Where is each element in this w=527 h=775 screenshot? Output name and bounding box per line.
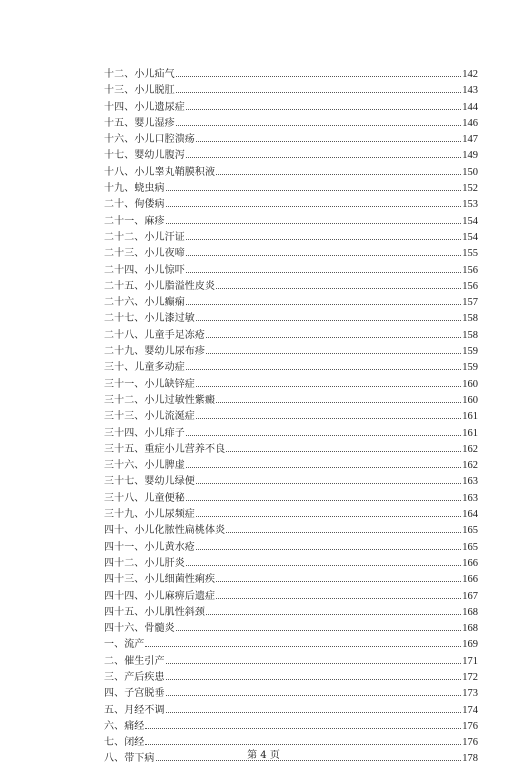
- toc-entry-number: 三、: [104, 671, 125, 683]
- toc-entry-page-number: 163: [462, 492, 478, 504]
- toc-entry-page-number: 166: [462, 557, 478, 569]
- toc-entry-title: 月经不调: [124, 704, 165, 716]
- toc-entry-title: 儿童多动症: [134, 362, 185, 374]
- toc-entry[interactable]: [104, 116, 478, 132]
- toc-entry[interactable]: [104, 246, 478, 262]
- toc-entry-number: 四十四、: [104, 590, 145, 602]
- toc-dot-leader: [186, 500, 461, 501]
- toc-entry-title: 小儿睾丸鞘膜积液: [134, 166, 216, 178]
- toc-entry-page-number: 149: [462, 150, 478, 162]
- toc-entry-page-number: 161: [462, 411, 478, 423]
- toc-entry-title: 痛经: [124, 720, 145, 732]
- toc-dot-leader: [196, 483, 461, 484]
- toc-entry-title: 小儿麻痹后遗症: [144, 590, 216, 602]
- toc-entry-title: 流产: [124, 639, 145, 651]
- toc-dot-leader: [216, 174, 461, 175]
- toc-dot-leader: [196, 386, 461, 387]
- toc-entry-title: 儿童便秘: [144, 492, 185, 504]
- toc-dot-leader: [186, 467, 461, 468]
- toc-dot-leader: [216, 581, 461, 582]
- toc-entry[interactable]: [104, 132, 478, 148]
- toc-entry[interactable]: [104, 409, 478, 425]
- toc-entry-number: 一、: [104, 639, 125, 651]
- toc-entry-page-number: 144: [462, 101, 478, 113]
- toc-dot-leader: [196, 418, 461, 419]
- toc-entry-page-number: 143: [462, 85, 478, 97]
- toc-dot-leader: [186, 435, 461, 436]
- toc-entry-number: 六、: [104, 720, 125, 732]
- toc-entry-number: 四十六、: [104, 623, 145, 635]
- toc-dot-leader: [176, 92, 462, 93]
- toc-entry-number: 二十四、: [104, 264, 145, 276]
- toc-dot-leader: [166, 206, 462, 207]
- toc-entry-title: 小儿黄水疮: [144, 541, 195, 553]
- toc-entry[interactable]: [104, 458, 478, 474]
- toc-entry[interactable]: [104, 637, 478, 653]
- toc-dot-leader: [176, 76, 462, 77]
- toc-entry-title: 小儿漆过敏: [144, 313, 195, 325]
- toc-entry-number: 二、: [104, 655, 125, 667]
- toc-entry-number: 十七、: [104, 150, 135, 162]
- toc-entry-title: 产后疾患: [124, 671, 165, 683]
- toc-entry-title: 小儿肝炎: [144, 557, 185, 569]
- toc-entry[interactable]: [104, 621, 478, 637]
- toc-entry-title: 佝偻病: [134, 199, 165, 211]
- toc-entry-page-number: 154: [462, 231, 478, 243]
- toc-entry[interactable]: [104, 344, 478, 360]
- toc-entry[interactable]: [104, 556, 478, 572]
- toc-entry-number: 十六、: [104, 134, 135, 146]
- toc-entry-page-number: 168: [462, 606, 478, 618]
- toc-entry-title: 婴幼儿腹泻: [134, 150, 185, 162]
- toc-entry-title: 小儿汗证: [144, 231, 185, 243]
- toc-entry-page-number: 162: [462, 460, 478, 472]
- toc-entry-page-number: 163: [462, 476, 478, 488]
- toc-entry-number: 二十、: [104, 199, 135, 211]
- toc-entry-title: 婴幼儿尿布疹: [144, 346, 206, 358]
- toc-entry-page-number: 160: [462, 378, 478, 390]
- toc-entry-title: 小儿流涎症: [144, 411, 195, 423]
- toc-entry-page-number: 153: [462, 199, 478, 211]
- toc-entry-page-number: 167: [462, 590, 478, 602]
- toc-entry-page-number: 171: [462, 655, 478, 667]
- toc-dot-leader: [206, 614, 461, 615]
- toc-entry-title: 闭经: [124, 737, 145, 749]
- toc-entry-title: 重症小儿营养不良: [144, 443, 226, 455]
- toc-entry-title: 婴儿湿疹: [134, 117, 175, 129]
- toc-entry-page-number: 158: [462, 329, 478, 341]
- toc-entry-page-number: 155: [462, 248, 478, 260]
- toc-entry-number: 五、: [104, 704, 125, 716]
- toc-entry[interactable]: [104, 572, 478, 588]
- toc-entry[interactable]: [104, 230, 478, 246]
- toc-entry-number: 八、: [104, 753, 125, 765]
- toc-entry-number: 二十一、: [104, 215, 145, 227]
- toc-entry-page-number: 162: [462, 443, 478, 455]
- toc-entry-number: 十二、: [104, 69, 135, 80]
- toc-entry-title: 小儿脂溢性皮炎: [144, 280, 216, 292]
- toc-dot-leader: [216, 598, 461, 599]
- toc-entry[interactable]: [104, 523, 478, 539]
- toc-entry-number: 二十二、: [104, 231, 145, 243]
- toc-entry[interactable]: [104, 148, 478, 164]
- toc-dot-leader: [226, 532, 461, 533]
- toc-entry-page-number: 176: [462, 720, 478, 732]
- toc-entry-title: 小儿过敏性紫癜: [144, 394, 216, 406]
- toc-entry-title: 小儿脱肛: [134, 85, 175, 97]
- toc-entry-page-number: 160: [462, 394, 478, 406]
- toc-entry-page-number: 157: [462, 297, 478, 309]
- toc-entry-number: 十三、: [104, 85, 135, 97]
- toc-entry[interactable]: [104, 670, 478, 686]
- toc-dot-leader: [186, 272, 461, 273]
- toc-entry-page-number: 161: [462, 427, 478, 439]
- toc-entry-number: 三十二、: [104, 394, 145, 406]
- toc-entry[interactable]: [104, 360, 478, 376]
- toc-entry-number: 二十三、: [104, 248, 145, 260]
- toc-entry[interactable]: [104, 377, 478, 393]
- page-footer: 第 4 页: [247, 750, 280, 761]
- toc-dot-leader: [196, 320, 461, 321]
- toc-entry-page-number: 174: [462, 704, 478, 716]
- toc-entry[interactable]: [104, 442, 478, 458]
- toc-dot-leader: [186, 109, 461, 110]
- toc-entry-number: 三十四、: [104, 427, 145, 439]
- toc-entry-title: 小儿痱子: [144, 427, 185, 439]
- toc-entry[interactable]: [104, 605, 478, 621]
- toc-entry-title: 催生引产: [124, 655, 165, 667]
- toc-entry-number: 四十、: [104, 525, 135, 537]
- toc-entry-page-number: 176: [462, 737, 478, 749]
- toc-dot-leader: [186, 157, 461, 158]
- toc-entry-title: 小儿脾虚: [144, 460, 185, 472]
- toc-entry-number: 三十、: [104, 362, 135, 374]
- toc-entry-number: 十四、: [104, 101, 135, 113]
- toc-entry-title: 婴幼儿绿便: [144, 476, 195, 488]
- toc-entry-title: 小儿口腔溃疡: [134, 134, 195, 146]
- toc-entry-title: 小儿惊吓: [144, 264, 185, 276]
- toc-entry-number: 二十九、: [104, 346, 145, 358]
- toc-entry-title: 麻疹: [144, 215, 165, 227]
- toc-entry[interactable]: [104, 263, 478, 279]
- toc-entry-page-number: 147: [462, 134, 478, 146]
- toc-entry-page-number: 173: [462, 688, 478, 700]
- toc-entry-number: 四十二、: [104, 557, 145, 569]
- toc-entry-number: 十八、: [104, 166, 135, 178]
- toc-entry[interactable]: [104, 214, 478, 230]
- toc-dot-leader: [166, 712, 462, 713]
- toc-entry-page-number: 154: [462, 215, 478, 227]
- toc-dot-leader: [196, 516, 461, 517]
- toc-dot-leader: [226, 451, 461, 452]
- toc-entry[interactable]: [104, 393, 478, 409]
- toc-entry[interactable]: [104, 686, 478, 702]
- toc-entry-page-number: 165: [462, 541, 478, 553]
- toc-entry-page-number: 146: [462, 117, 478, 129]
- toc-entry-number: 四十五、: [104, 606, 145, 618]
- toc-dot-leader: [166, 663, 462, 664]
- toc-entry-number: 十九、: [104, 183, 135, 195]
- toc-dot-leader: [186, 239, 461, 240]
- toc-entry[interactable]: [104, 279, 478, 295]
- toc-entry-number: 二十七、: [104, 313, 145, 325]
- toc-entry-title: 小儿细菌性痢疾: [144, 574, 216, 586]
- toc-entry-number: 二十五、: [104, 280, 145, 292]
- toc-entry-title: 小儿肌性斜颈: [144, 606, 206, 618]
- toc-entry-page-number: 159: [462, 362, 478, 374]
- toc-dot-leader: [176, 630, 462, 631]
- toc-dot-leader: [145, 646, 461, 647]
- toc-entry[interactable]: [104, 426, 478, 442]
- toc-dot-leader: [166, 679, 462, 680]
- toc-entry-title: 小儿化脓性扁桃体炎: [134, 525, 226, 537]
- toc-entry-number: 四十三、: [104, 574, 145, 586]
- toc-entry-page-number: 142: [462, 69, 478, 80]
- toc-entry[interactable]: [104, 491, 478, 507]
- toc-entry-page-number: 156: [462, 280, 478, 292]
- toc-dot-leader: [196, 549, 461, 550]
- toc-entry-page-number: 164: [462, 509, 478, 521]
- toc-entry-number: 四十一、: [104, 541, 145, 553]
- toc-entry[interactable]: [104, 311, 478, 327]
- toc-dot-leader: [186, 565, 461, 566]
- toc-dot-leader: [186, 255, 461, 256]
- toc-entry-title: 小儿缺锌症: [144, 378, 195, 390]
- toc-entry[interactable]: [104, 507, 478, 523]
- toc-entry[interactable]: [104, 197, 478, 213]
- toc-entry[interactable]: [104, 67, 478, 83]
- toc-entry-page-number: 166: [462, 574, 478, 586]
- toc-entry-page-number: 156: [462, 264, 478, 276]
- toc-dot-leader: [176, 125, 462, 126]
- toc-dot-leader: [186, 369, 461, 370]
- toc-dot-leader: [145, 728, 461, 729]
- toc-entry-title: 子宫脱垂: [124, 688, 165, 700]
- toc-entry[interactable]: [104, 589, 478, 605]
- toc-entry-number: 三十七、: [104, 476, 145, 488]
- toc-entry-page-number: 165: [462, 525, 478, 537]
- toc-entry-number: 七、: [104, 737, 125, 749]
- toc-entry-number: 三十八、: [104, 492, 145, 504]
- table-of-contents: [104, 67, 478, 768]
- toc-entry-number: 四、: [104, 688, 125, 700]
- toc-entry-title: 小儿疝气: [134, 69, 175, 80]
- toc-entry-page-number: 168: [462, 623, 478, 635]
- toc-dot-leader: [206, 353, 461, 354]
- toc-dot-leader: [166, 190, 462, 191]
- toc-entry-number: 三十一、: [104, 378, 145, 390]
- toc-entry[interactable]: [104, 703, 478, 719]
- toc-entry-number: 十五、: [104, 117, 135, 129]
- toc-entry-page-number: 150: [462, 166, 478, 178]
- toc-entry[interactable]: [104, 719, 478, 735]
- toc-dot-leader: [166, 695, 462, 696]
- toc-entry-page-number: 152: [462, 183, 478, 195]
- toc-entry-page-number: 172: [462, 671, 478, 683]
- toc-entry-title: 蛲虫病: [134, 183, 165, 195]
- toc-entry[interactable]: [104, 474, 478, 490]
- toc-entry-title: 小儿遗尿症: [134, 101, 185, 113]
- toc-entry[interactable]: [104, 295, 478, 311]
- toc-entry-title: 带下病: [124, 753, 155, 765]
- toc-entry-page-number: 178: [462, 753, 478, 765]
- toc-entry-page-number: 159: [462, 346, 478, 358]
- toc-entry-title: 骨髓炎: [144, 623, 175, 635]
- toc-entry[interactable]: [104, 654, 478, 670]
- toc-entry-page-number: 158: [462, 313, 478, 325]
- toc-entry[interactable]: [104, 540, 478, 556]
- toc-entry-title: 儿童手足冻疮: [144, 329, 206, 341]
- toc-entry[interactable]: [104, 100, 478, 116]
- toc-entry-number: 三十六、: [104, 460, 145, 472]
- toc-dot-leader: [216, 402, 461, 403]
- toc-dot-leader: [196, 141, 461, 142]
- toc-entry[interactable]: [104, 181, 478, 197]
- toc-entry-number: 三十三、: [104, 411, 145, 423]
- toc-dot-leader: [186, 304, 461, 305]
- toc-entry-title: 小儿夜啼: [144, 248, 185, 260]
- toc-entry[interactable]: [104, 328, 478, 344]
- toc-entry-number: 二十八、: [104, 329, 145, 341]
- toc-dot-leader: [166, 223, 462, 224]
- toc-entry-title: 小儿癫痫: [144, 297, 185, 309]
- toc-entry-number: 三十五、: [104, 443, 145, 455]
- toc-entry-title: 小儿尿频症: [144, 509, 195, 521]
- toc-dot-leader: [206, 337, 461, 338]
- toc-entry-number: 三十九、: [104, 509, 145, 521]
- toc-dot-leader: [216, 288, 461, 289]
- toc-entry-number: 二十六、: [104, 297, 145, 309]
- toc-entry[interactable]: [104, 83, 478, 99]
- toc-entry[interactable]: [104, 165, 478, 181]
- toc-entry-page-number: 169: [462, 639, 478, 651]
